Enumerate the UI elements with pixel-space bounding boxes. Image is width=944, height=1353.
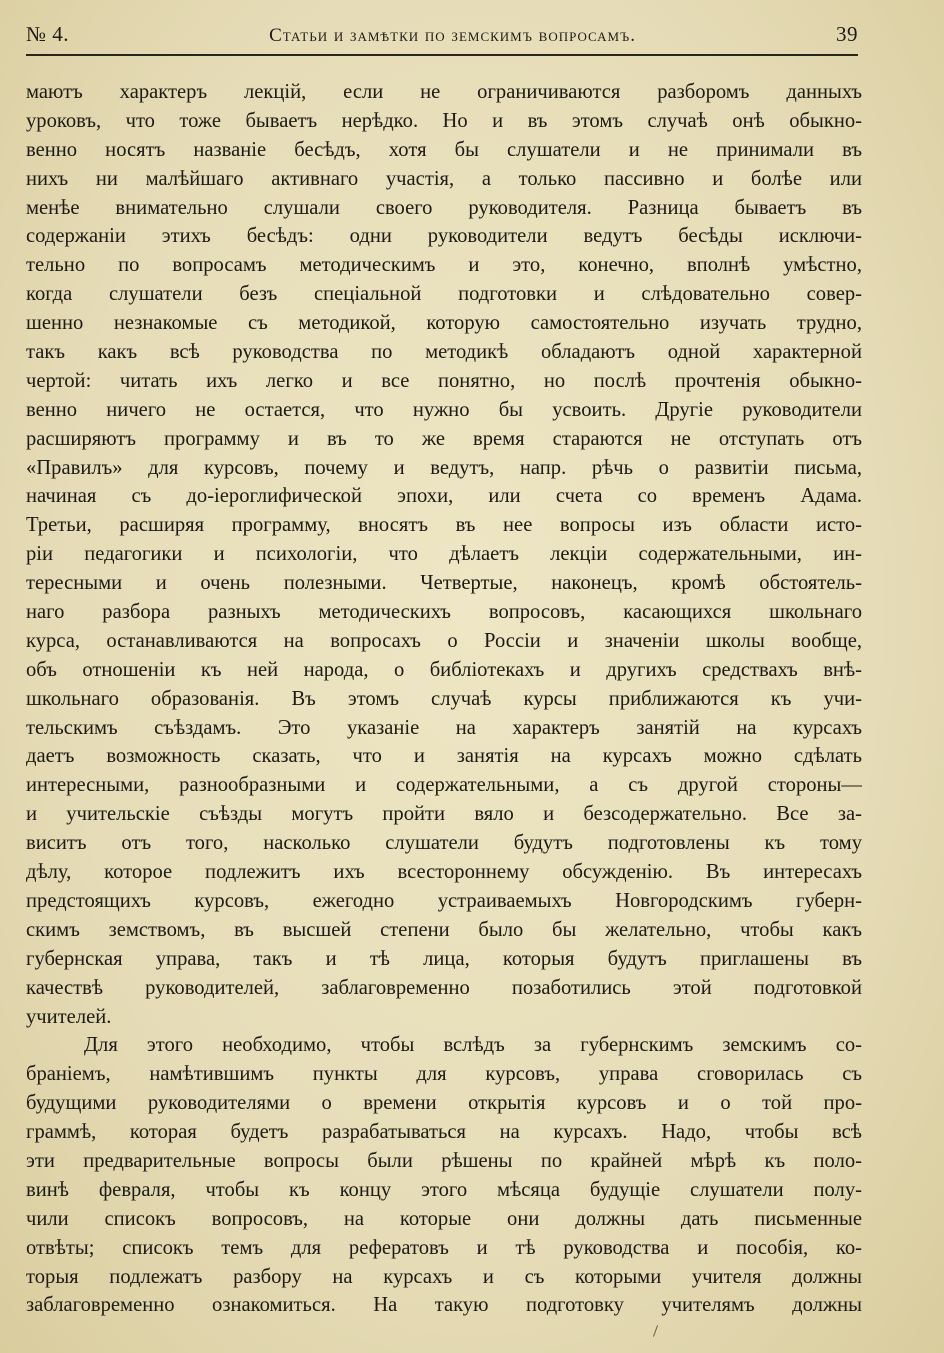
text-line: скимъ земствомъ, въ высшей степени было бы желательно, чтобы какъ [26,918,862,941]
text-line: губернская управа, такъ и тѣ лица, которыя будутъ приглашены въ [26,947,862,970]
text-line: предстоящихъ курсовъ, ежегодно устраиваемыхъ Новгородскимъ губерн- [26,889,862,912]
text-line: «Правилъ» для курсовъ, почему и ведутъ, напр. рѣчь о развитіи письма, [26,456,862,479]
text-line: виситъ отъ того, насколько слушатели будутъ подготовлены къ тому [26,832,862,855]
running-title: Статьи и замѣтки по земскимъ вопросамъ. [269,25,636,46]
text-line: интересными, разнообразными и содержательными, а съ другой стороны— [26,774,862,797]
text-line: качествѣ руководителей, заблаговременно позаботились этой подготовкой [26,976,862,999]
text-line: торыя подлежатъ разбору на курсахъ и съ которыми учителя должны [26,1265,862,1288]
text-line: такъ какъ всѣ руководства по методикѣ обладаютъ одной характерной [26,341,862,364]
text-line: маютъ характеръ лекцій, если не ограничиваются разборомъ данныхъ [26,81,862,103]
text-line: тельно по вопросамъ методическимъ и это, конечно, вполнѣ умѣстно, [26,254,862,277]
text-line: школьнаго образованія. Въ этомъ случаѣ курсы приближаются къ учи- [26,687,862,710]
text-line: тересными и очень полезными. Четвертые, наконецъ, кромѣ обстоятель- [26,572,862,595]
paragraph-start-line: Для этого необходимо, чтобы вслѣдъ за губернскимъ земскимъ со- [84,1034,862,1057]
text-line: эти предварительные вопросы были рѣшены по крайней мѣрѣ къ поло- [26,1149,862,1172]
text-line: когда слушатели безъ спеціальной подготовки и слѣдовательно совер- [26,283,862,306]
text-line: браніемъ, намѣтившимъ пункты для курсовъ, управа сговорилась съ [26,1063,862,1086]
text-line: винѣ февраля, чтобы къ концу этого мѣсяца будущіе слушатели полу- [26,1178,862,1201]
text-line: наго разбора разныхъ методическихъ вопросовъ, касающихся школьнаго [26,601,862,624]
page-number: 39 [835,22,858,46]
text-line: содержаніи этихъ бесѣдъ: одни руководители ведутъ бесѣды исключи- [26,225,862,248]
text-line: венно носятъ названіе бесѣдъ, хотя бы слушатели и не принимали въ [26,138,862,161]
text-line: дѣлу, которое подлежитъ ихъ всестороннему обсужденію. Въ интересахъ [26,861,862,884]
text-line: курса, останавливаются на вопросахъ о Россіи и значеніи школы вообще, [26,629,862,652]
text-line: венно ничего не остается, что нужно бы усвоить. Другіе руководители [26,398,862,421]
issue-number: № 4. [26,22,70,46]
text-line: менѣе внимательно слушали своего руководителя. Разница бываетъ въ [26,196,862,219]
text-line: будущими руководителями о времени открытія курсовъ и о той про- [26,1092,862,1115]
text-line: объ отношеніи къ ней народа, о библіотекахъ и другихъ средствахъ внѣ- [26,658,862,681]
text-body [26,78,862,1320]
text-line: расширяютъ программу и въ то же время стараются не отступать отъ [26,427,862,450]
paragraph-end-line: учителей. [26,1005,112,1028]
text-line: тельскимъ съѣздамъ. Это указаніе на характеръ занятій на курсахъ [26,716,862,739]
text-line: нихъ ни малѣйшаго активнаго участія, а только пассивно и болѣе или [26,167,862,190]
text-line: уроковъ, что тоже бываетъ нерѣдко. Но и въ этомъ случаѣ онѣ обыкно- [26,109,862,132]
text-line: шенно незнакомые съ методикой, которую самостоятельно изучать трудно, [26,312,862,335]
text-line: отвѣты; списокъ темъ для рефератовъ и тѣ руководства и пособія, ко- [26,1236,862,1259]
text-line: граммѣ, которая будетъ разрабатываться на курсахъ. Надо, чтобы всѣ [26,1121,862,1144]
text-line: и учительскіе съѣзды могутъ пройти вяло и безсодержательно. Все за- [26,803,862,826]
text-line: чертой: читать ихъ легко и все понятно, но послѣ прочтенія обыкно- [26,369,862,392]
text-line: чили списокъ вопросовъ, на которые они должны дать письменные [26,1207,862,1230]
text-line: Третьи, расширяя программу, вносятъ въ нее вопросы изъ области исто- [26,514,862,537]
ink-mark [653,1325,658,1337]
text-line: начиная съ до-іероглифической эпохи, или счета со временъ Адама. [26,485,862,508]
text-line: ріи педагогики и психологіи, что дѣлаетъ лекціи содержательными, ин- [26,543,862,566]
text-line: заблаговременно ознакомиться. На такую подготовку учителямъ должны [26,1294,862,1317]
running-header [26,22,858,56]
text-line: даетъ возможность сказать, что и занятія на курсахъ можно сдѣлать [26,745,862,768]
header-rule [26,54,858,56]
